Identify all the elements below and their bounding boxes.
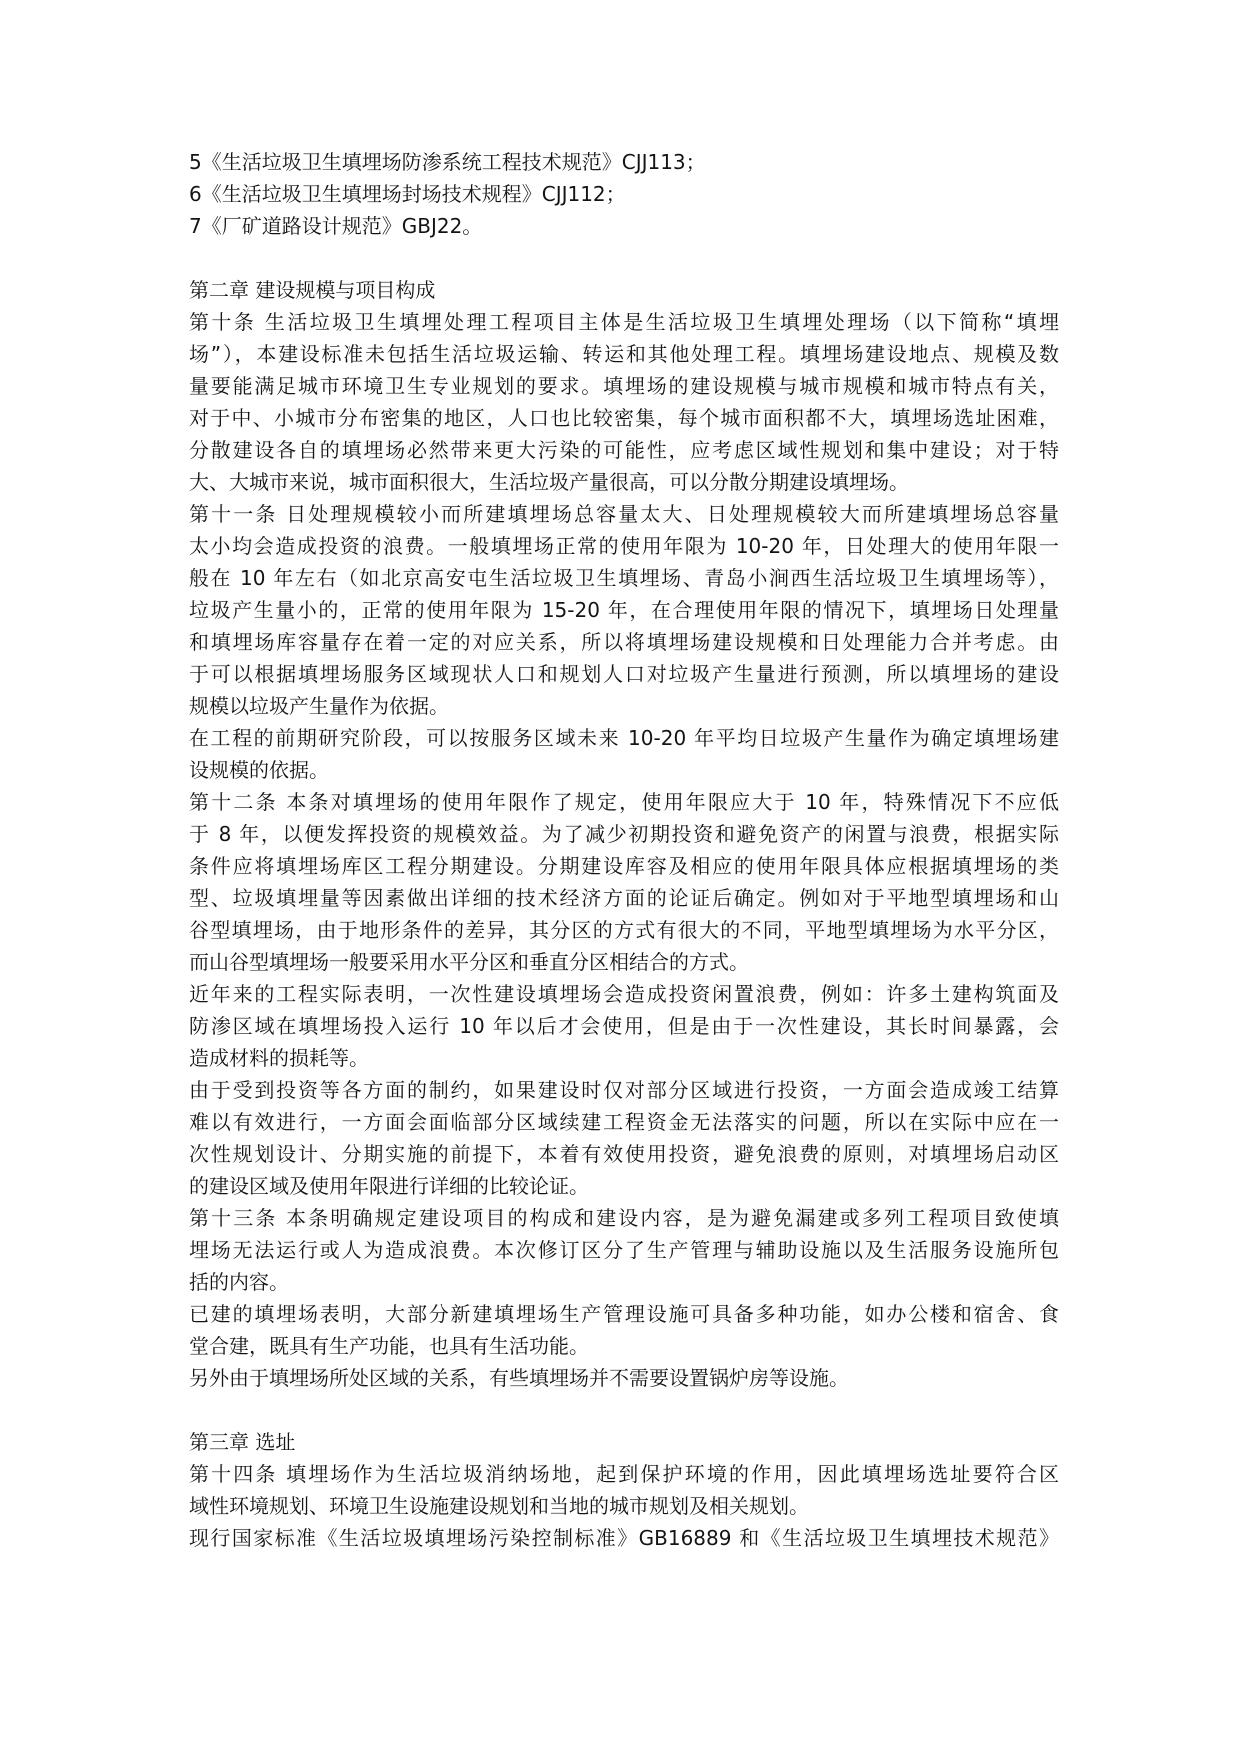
text-line: 第十条 生活垃圾卫生填埋处理工程项目主体是生活垃圾卫生填埋处理场（以下简称“填埋 (189, 310, 1059, 334)
article-10 (189, 306, 1059, 498)
reference-item: 6《生活垃圾卫生填埋场封场技术规程》CJJ112； (189, 182, 626, 206)
text-line: 堂合建，既具有生产功能，也具有生活功能。 (189, 1334, 589, 1358)
text-line: 埋场无法运行或人为造成浪费。本次修订区分了生产管理与辅助设施以及生活服务设施所包 (189, 1238, 1059, 1262)
chapter-heading: 第三章 选址 (189, 1430, 296, 1454)
text-line: 的建设区域及使用年限进行详细的比较论证。 (189, 1174, 589, 1198)
text-line: 垃圾产生量小的，正常的使用年限为 15-20 年，在合理使用年限的情况下，填埋场日处理量 (189, 598, 1059, 622)
paragraph-gap (189, 1394, 1059, 1426)
article-14-note (189, 1522, 1059, 1554)
article-13 (189, 1202, 1059, 1298)
text-line: 分散建设各自的填埋场必然带来更大污染的可能性，应考虑区域性规划和集中建设；对于特 (189, 438, 1059, 462)
text-line: 条件应将填埋场库区工程分期建设。分期建设库容及相应的使用年限具体应根据填埋场的类 (189, 854, 1059, 878)
text-line: 防渗区域在填埋场投入运行 10 年以后才会使用，但是由于一次性建设，其长时间暴露，会 (189, 1014, 1059, 1038)
text-line: 于 8 年，以便发挥投资的规模效益。为了减少初期投资和避免资产的闲置与浪费，根据实际 (189, 822, 1059, 846)
text-line: 现行国家标准《生活垃圾填埋场污染控制标准》GB16889 和《生活垃圾卫生填埋技术规范》 (189, 1526, 1059, 1550)
chapter-heading: 第二章 建设规模与项目构成 (189, 278, 436, 302)
article-12-note-2 (189, 1074, 1059, 1202)
text-line: 谷型填埋场，由于地形条件的差异，其分区的方式有很大的不同，平地型填埋场为水平分区， (189, 918, 1059, 942)
text-line: 太小均会造成投资的浪费。一般填埋场正常的使用年限为 10-20 年，日处理大的使用年限一 (189, 534, 1059, 558)
text-line: 于可以根据填埋场服务区域现状人口和规划人口对垃圾产生量进行预测，所以填埋场的建设 (189, 662, 1059, 686)
text-line: 次性规划设计、分期实施的前提下，本着有效使用投资，避免浪费的原则，对填埋场启动区 (189, 1142, 1059, 1166)
article-13-note-2 (189, 1362, 1059, 1394)
text-line: 已建的填埋场表明，大部分新建填埋场生产管理设施可具备多种功能，如办公楼和宿舍、食 (189, 1302, 1059, 1326)
text-line: 难以有效进行，一方面会面临部分区域续建工程资金无法落实的问题，所以在实际中应在一 (189, 1110, 1059, 1134)
text-line: 由于受到投资等各方面的制约，如果建设时仅对部分区域进行投资，一方面会造成竣工结算 (189, 1078, 1059, 1102)
text-line: 量要能满足城市环境卫生专业规划的要求。填埋场的建设规模与城市规模和城市特点有关， (189, 374, 1059, 398)
text-line: 对于中、小城市分布密集的地区，人口也比较密集，每个城市面积都不大，填埋场选址困难， (189, 406, 1059, 430)
text-line: 般在 10 年左右（如北京高安屯生活垃圾卫生填埋场、青岛小涧西生活垃圾卫生填埋场等）， (189, 566, 1059, 590)
text-line: 域性环境规划、环境卫生设施建设规划和当地的城市规划及相关规划。 (189, 1494, 809, 1518)
text-line: 在工程的前期研究阶段，可以按服务区域未来 10-20 年平均日垃圾产生量作为确定填埋场建 (189, 726, 1059, 750)
reference-item: 5《生活垃圾卫生填埋场防渗系统工程技术规范》CJJ113； (189, 150, 706, 174)
article-12 (189, 786, 1059, 978)
text-line: 场”），本建设标准未包括生活垃圾运输、转运和其他处理工程。填埋场建设地点、规模及数 (189, 342, 1059, 366)
text-line: 近年来的工程实际表明，一次性建设填埋场会造成投资闲置浪费，例如：许多土建构筑面及 (189, 982, 1059, 1006)
text-line: 另外由于填埋场所处区域的关系，有些填埋场并不需要设置锅炉房等设施。 (189, 1366, 849, 1390)
text-line: 括的内容。 (189, 1270, 289, 1294)
article-11 (189, 498, 1059, 722)
text-line: 大、大城市来说，城市面积很大，生活垃圾产量很高，可以分散分期建设填埋场。 (189, 470, 909, 494)
text-line: 型、垃圾填埋量等因素做出详细的技术经济方面的论证后确定。例如对于平地型填埋场和山 (189, 886, 1059, 910)
text-line: 和填埋场库容量存在着一定的对应关系，所以将填埋场建设规模和日处理能力合并考虑。由 (189, 630, 1059, 654)
reference-item: 7《厂矿道路设计规范》GBJ22。 (189, 214, 483, 238)
document-page (189, 146, 1059, 1554)
article-13-note-1 (189, 1298, 1059, 1362)
article-12-note-1 (189, 978, 1059, 1074)
text-line: 造成材料的损耗等。 (189, 1046, 369, 1070)
text-line: 第十一条 日处理规模较小而所建填埋场总容量太大、日处理规模较大而所建填埋场总容量 (189, 502, 1059, 526)
paragraph-gap (189, 242, 1059, 274)
article-14 (189, 1458, 1059, 1522)
text-line: 设规模的依据。 (189, 758, 329, 782)
text-line: 而山谷型填埋场一般要采用水平分区和垂直分区相结合的方式。 (189, 950, 749, 974)
text-line: 第十四条 填埋场作为生活垃圾消纳场地，起到保护环境的作用，因此填埋场选址要符合区 (189, 1462, 1059, 1486)
text-line: 规模以垃圾产生量作为依据。 (189, 694, 449, 718)
text-line: 第十二条 本条对填埋场的使用年限作了规定，使用年限应大于 10 年，特殊情况下不应低 (189, 790, 1059, 814)
article-11-note (189, 722, 1059, 786)
text-line: 第十三条 本条明确规定建设项目的构成和建设内容，是为避免漏建或多列工程项目致使填 (189, 1206, 1059, 1230)
